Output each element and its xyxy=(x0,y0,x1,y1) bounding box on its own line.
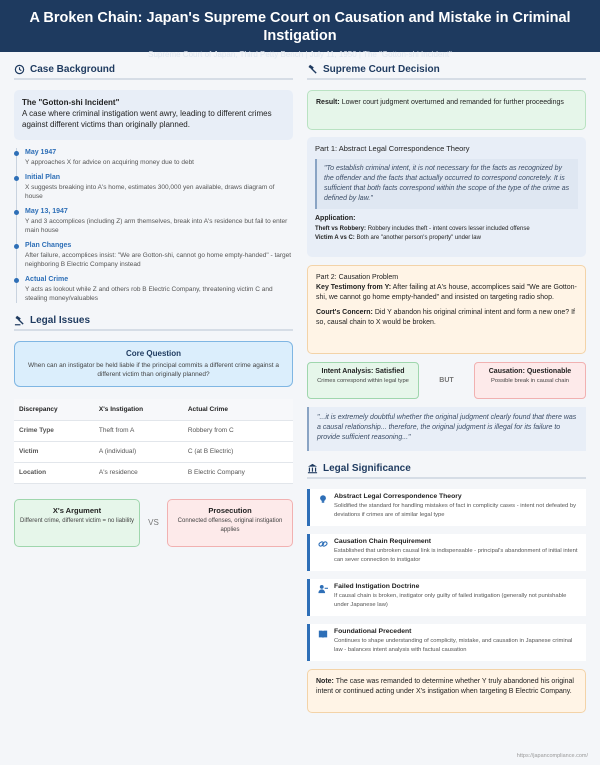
table-cell: Victim xyxy=(14,441,94,462)
page-subtitle: Supreme Court of Japan, Third Petty Bench | July 11, 1950 | The "Gotton-shi Incident" xyxy=(148,50,452,59)
application-line xyxy=(315,225,578,234)
testimony xyxy=(316,283,577,303)
timeline-date: May 1947 xyxy=(25,149,57,156)
application-label: Victim A vs C: xyxy=(315,235,355,241)
table-header: Discrepancy xyxy=(14,399,94,420)
timeline-text: After failure, accomplices insist: "We are Gotton-shi, cannot go home empty-handed" - target neighboring B Electric Company instead xyxy=(25,252,292,268)
table-cell: C (at B Electric) xyxy=(183,441,293,462)
table-header-row xyxy=(14,399,293,420)
right-column xyxy=(307,62,586,713)
note-label: Note: xyxy=(316,678,334,685)
significance-heading xyxy=(307,461,586,479)
timeline-date: Initial Plan xyxy=(25,174,61,181)
prosecution-title: Prosecution xyxy=(208,505,252,515)
footer-url: https://japancompliance.com/ xyxy=(516,753,588,759)
result-text: Lower court judgment overturned and remanded for further proceedings xyxy=(341,99,564,106)
incident-text: A case where criminal instigation went awry, leading to different crimes against different victims than originally planned. xyxy=(22,109,272,129)
significance-item-text: Solidified the standard for handling mistakes of fact in complicity cases - intent not defeated by deviations if crimes are of similar legal type xyxy=(334,503,576,518)
causation-title: Causation: Questionable xyxy=(488,368,572,375)
significance-item-text: If causal chain is broken, instigator only guilty of failed instigation (generally not punishable under Japanese law) xyxy=(334,593,567,608)
x-argument-title: X's Argument xyxy=(52,505,102,515)
significance-item-title: Failed Instigation Doctrine xyxy=(334,583,420,590)
timeline-item xyxy=(25,148,293,167)
significance-item xyxy=(307,624,586,661)
timeline-item xyxy=(25,275,293,303)
part1-quote: "To establish criminal intent, it is not necessary for the facts as recognized by the offender and the facts that actually occurred to correspond concretely. It is sufficient that both facts correspond within the scope of the type of the crime as defined by law." xyxy=(315,159,578,209)
analysis-comparison xyxy=(307,362,586,399)
user-minus-icon xyxy=(318,584,328,594)
application-label: Theft vs Robbery: xyxy=(315,226,367,232)
timeline-date: May 13, 1947 xyxy=(25,208,68,215)
result-label: Result: xyxy=(316,99,340,106)
part2-box xyxy=(307,265,586,354)
table-cell: Location xyxy=(14,462,94,483)
timeline xyxy=(16,148,293,303)
page-title: A Broken Chain: Japan's Supreme Court on Causation and Mistake in Criminal Instigation xyxy=(29,10,571,44)
history-icon xyxy=(14,64,25,75)
link-icon xyxy=(318,539,328,549)
incident-intro xyxy=(14,90,293,140)
causation-text: Possible break in causal chain xyxy=(490,378,569,384)
legal-issues-heading xyxy=(14,313,293,331)
application-title: Application: xyxy=(315,215,356,222)
timeline-text: Y approaches X for advice on acquiring money due to debt xyxy=(25,159,194,166)
table-cell: Crime Type xyxy=(14,420,94,441)
lightbulb-icon xyxy=(318,494,328,504)
book-icon xyxy=(318,629,328,639)
table-cell: Theft from A xyxy=(94,420,183,441)
timeline-date: Actual Crime xyxy=(25,276,69,283)
decision-title: Supreme Court Decision xyxy=(323,63,440,75)
core-question-text: When can an instigator be held liable if the principal commits a different crime against a different victim than originally planned? xyxy=(28,362,279,378)
causation-box xyxy=(474,362,586,399)
table-header: X's Instigation xyxy=(94,399,183,420)
page-header xyxy=(0,0,600,59)
table-cell: A's residence xyxy=(94,462,183,483)
significance-item-title: Causation Chain Requirement xyxy=(334,538,432,545)
application-line xyxy=(315,234,578,243)
application-text: Both are "another person's property" under law xyxy=(356,235,481,241)
decision-heading xyxy=(307,62,586,80)
timeline-text: X suggests breaking into A's home, estimates 300,000 yen available, draws diagram of house xyxy=(25,184,275,200)
table-row xyxy=(14,441,293,462)
prosecution-box xyxy=(167,499,293,547)
timeline-date: Plan Changes xyxy=(25,242,72,249)
judgment-quote: "...it is extremely doubtful whether the original judgment clearly found that there was a causal relationship... therefore, the original judgment is illegal for its failure to provide sufficient reasoning..." xyxy=(307,407,586,451)
part2-title: Part 2: Causation Problem xyxy=(316,274,399,281)
timeline-item xyxy=(25,207,293,235)
part1-box xyxy=(307,137,586,257)
argument-comparison xyxy=(14,499,293,547)
case-background-title: Case Background xyxy=(30,63,116,75)
testimony-label: Key Testimony from Y: xyxy=(316,284,392,291)
intent-analysis-title: Intent Analysis: Satisfied xyxy=(321,368,405,375)
timeline-item xyxy=(25,173,293,201)
note-box xyxy=(307,669,586,713)
institution-icon xyxy=(307,463,318,474)
timeline-text: Y acts as lookout while Z and others rob B Electric Company, threatening victim C and stealing money/valuables xyxy=(25,286,273,302)
intent-analysis-box xyxy=(307,362,419,399)
significance-item-text: Established that unbroken causal link is indispensable - principal's abandonment of initial intent can sever connection to instigator xyxy=(334,548,578,563)
case-background-heading xyxy=(14,62,293,80)
core-question-box xyxy=(14,341,293,387)
significance-item xyxy=(307,534,586,571)
prosecution-text: Connected offenses, original instigation applies xyxy=(177,517,283,533)
core-question-title: Core Question xyxy=(125,349,182,358)
concern-text: Did Y abandon his original criminal intent and form a new one? If so, causal chain to X would be broken. xyxy=(316,309,575,326)
incident-title: The "Gotton-shi Incident" xyxy=(22,98,120,107)
significance-item-title: Foundational Precedent xyxy=(334,628,412,635)
application-text: Robbery includes theft - intent covers lesser included offense xyxy=(367,226,530,232)
table-row xyxy=(14,420,293,441)
testimony-text: After failing at A's house, accomplices said "We are Gotton-shi, we cannot go home empty-handed" and insisted on targeting radio shop. xyxy=(316,284,577,301)
left-column xyxy=(14,62,293,547)
concern xyxy=(316,308,577,328)
discrepancy-table xyxy=(14,399,293,484)
but-label: BUT xyxy=(439,377,454,384)
table-cell: Robbery from C xyxy=(183,420,293,441)
significance-item-title: Abstract Legal Correspondence Theory xyxy=(334,493,462,500)
intent-analysis-text: Crimes correspond within legal type xyxy=(317,378,409,384)
table-cell: B Electric Company xyxy=(183,462,293,483)
vs-label: VS xyxy=(148,518,159,527)
significance-item xyxy=(307,579,586,616)
timeline-text: Y and 3 accomplices (including Z) arm themselves, break into A's residence but fail to enter main house xyxy=(25,218,288,234)
gavel-icon xyxy=(307,64,318,75)
table-row xyxy=(14,462,293,483)
legal-issues-title: Legal Issues xyxy=(30,314,91,326)
x-argument-text: Different crime, different victim = no liability xyxy=(20,517,134,524)
table-cell: A (individual) xyxy=(94,441,183,462)
x-argument-box xyxy=(14,499,140,547)
significance-item-text: Continues to shape understanding of complicity, mistake, and causation in Japanese criminal law - balances intent analysis with factual causation xyxy=(334,638,573,653)
gavel-icon xyxy=(14,315,25,326)
note-text: The case was remanded to determine whether Y truly abandoned his original intent or continued acting under X's instigation when targeting B Electric Company. xyxy=(316,678,574,695)
table-header: Actual Crime xyxy=(183,399,293,420)
significance-item xyxy=(307,489,586,526)
significance-title: Legal Significance xyxy=(323,462,411,474)
result-box xyxy=(307,90,586,130)
part1-title: Part 1: Abstract Legal Correspondence Theory xyxy=(315,144,470,153)
concern-label: Court's Concern: xyxy=(316,309,373,316)
timeline-item xyxy=(25,241,293,269)
